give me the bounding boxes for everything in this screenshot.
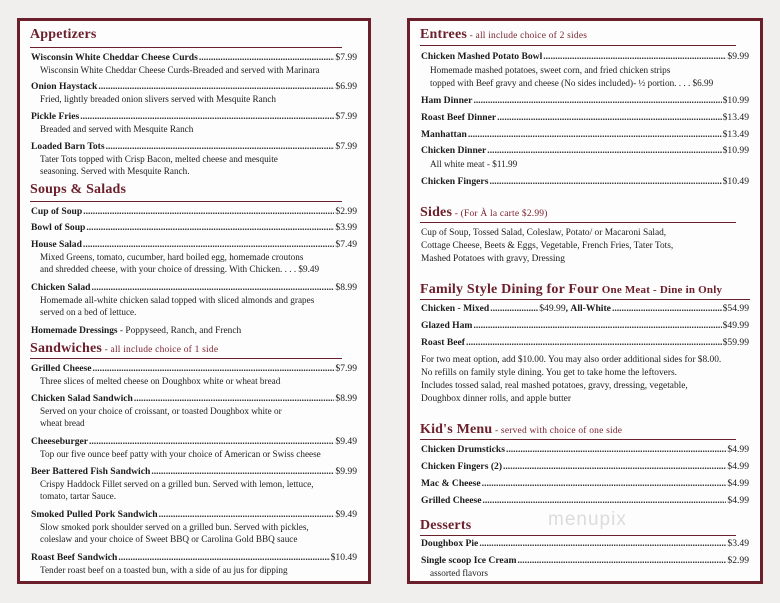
menu-item: Wisconsin White Cheddar Cheese Curds . . . $7.99 [31,52,357,64]
sandwiches-heading: Sandwiches - all include choice of 1 side [30,341,219,356]
item-description: Slow smoked pork shoulder served on a grilled bun. Served with pickles, [40,522,309,532]
item-description: topped with Beef gravy and cheese (No sides included)- ½ portion. . . . $6.99 [430,78,714,88]
menu-item: Cheeseburger . . . $9.49 [31,436,357,448]
watermark-logo: menupix [548,509,627,530]
menu-item: Grilled Cheese . . . $7.99 [31,363,357,375]
menu-item: House Salad . . . $7.49 [31,239,357,251]
sides-list-line: Mashed Potatoes with gravy, Dressing [421,254,565,264]
menu-item: Bowl of Soup . . . $3.99 [31,222,357,234]
family-note-line: For two meat option, add $10.00. You may also order additional sides for $8.00. [421,355,722,365]
kids-rule [420,439,736,440]
item-description: wheat bread [40,418,85,428]
menu-item: Chicken Fingers . . . $10.49 [421,176,749,188]
menu-item: Ham Dinner . . . $10.99 [421,95,749,107]
desserts-heading: Desserts [420,518,472,533]
sides-heading: Sides - (For À la carte $2.99) [420,205,548,220]
item-description: Crispy Haddock Fillet served on a grilled bun. Served with lemon, lettuce, [40,479,314,489]
dressings-line: Homemade Dressings - Poppyseed, Ranch, and French [31,326,242,336]
item-description: Top our five ounce beef patty with your choice of American or Swiss cheese [40,449,321,459]
desserts-rule [420,535,736,536]
item-description: Mixed Greens, tomato, cucumber, hard boiled egg, homemade croutons [40,252,304,262]
item-description: Tater Tots topped with Crisp Bacon, melted cheese and mesquite [40,154,278,164]
menu-item: Loaded Barn Tots . . . $7.99 [31,141,357,153]
family-note-line: Includes tossed salad, real mashed potatoes, gravy, dressing, vegetable, [421,381,688,391]
item-description: and shredded cheese, with your choice of dressing. With Chicken. . . . $9.49 [40,264,320,274]
appetizers-rule [30,47,342,48]
menu-item: Chicken Salad . . . $8.99 [31,282,357,294]
entrees-heading: Entrees - all include choice of 2 sides [420,27,588,42]
item-description: seasoning. Served with Mesquite Ranch. [40,166,190,176]
menu-item: Pickle Fries . . . $7.99 [31,111,357,123]
item-description: tomato, tartar Sauce. [40,491,117,501]
menu-item: Onion Haystack . . . $6.99 [31,81,357,93]
menu-item: Beer Battered Fish Sandwich . . . $9.99 [31,466,357,478]
family-style-heading: Family Style Dining for Four One Meat - Dine in Only [420,282,723,297]
item-description: assorted flavors [430,568,488,578]
right-menu-panel [407,18,763,584]
menu-item: Manhattan . . . $13.49 [421,129,749,141]
family-note-line: Doughbox dinner rolls, and apple butter [421,394,571,404]
menu-item: Roast Beef Sandwich . . . $10.49 [31,552,357,564]
item-description: Wisconsin White Cheddar Cheese Curds-Breaded and served with Marinara [40,65,320,75]
menu-item: Doughbox Pie . . . $3.49 [421,538,749,550]
family-note-line: No refills on family style dining. You get to take home the leftovers. [421,368,677,378]
item-description: Breaded and served with Mesquite Ranch [40,124,194,134]
menu-item: Chicken - Mixed . . . $49.99 , All-White . . . $54.99 [421,303,749,315]
sides-rule [420,222,736,223]
menu-item: Roast Beef . . . $59.99 [421,337,749,349]
soups-rule [30,201,342,202]
menu-item: Chicken Mashed Potato Bowl . . . $9.99 [421,51,749,63]
item-description: coleslaw and your choice of Sweet BBQ or Carolina Gold BBQ sauce [40,534,298,544]
menu-item: Chicken Drumsticks . . . $4.99 [421,444,749,456]
item-description: Tender roast beef on a toasted bun, with a side of au jus for dipping [40,565,288,575]
menu-item: Roast Beef Dinner . . . $13.49 [421,112,749,124]
item-description: Homemade all-white chicken salad topped with sliced almonds and grapes [40,295,315,305]
menu-item: Grilled Cheese . . . $4.99 [421,495,749,507]
item-description: Three slices of melted cheese on Doughbox white or wheat bread [40,376,281,386]
family-rule [420,299,750,300]
menu-item: Chicken Fingers (2) . . . $4.99 [421,461,749,473]
entrees-rule [420,45,736,46]
menu-item: Single scoop Ice Cream . . . $2.99 [421,555,749,567]
left-menu-panel [17,18,371,584]
sides-list-line: Cup of Soup, Tossed Salad, Coleslaw, Potato/ or Macaroni Salad, [421,228,667,238]
item-description: served on a bed of lettuce. [40,307,137,317]
item-description: Fried, lightly breaded onion slivers served with Mesquite Ranch [40,94,277,104]
menu-item: Cup of Soup . . . $2.99 [31,206,357,218]
sides-list-line: Cottage Cheese, Beets & Eggs, Vegetable, French Fries, Tater Tots, [421,241,674,251]
kids-menu-heading: Kid's Menu - served with choice of one side [420,422,623,437]
item-description: Homemade mashed potatoes, sweet corn, and fried chicken strips [430,65,671,75]
item-description: All white meat - $11.99 [430,159,518,169]
sandwiches-rule [30,358,342,359]
menu-item: Smoked Pulled Pork Sandwich . . . $9.49 [31,509,357,521]
item-description: Served on your choice of croissant, or toasted Doughbox white or [40,406,282,416]
menu-item: Glazed Ham . . . $49.99 [421,320,749,332]
menu-item: Chicken Salad Sandwich . . . $8.99 [31,393,357,405]
soups-salads-heading: Soups & Salads [30,182,127,197]
appetizers-heading: Appetizers [30,27,97,42]
menu-item: Chicken Dinner . . . $10.99 [421,145,749,157]
menu-item: Mac & Cheese . . . $4.99 [421,478,749,490]
